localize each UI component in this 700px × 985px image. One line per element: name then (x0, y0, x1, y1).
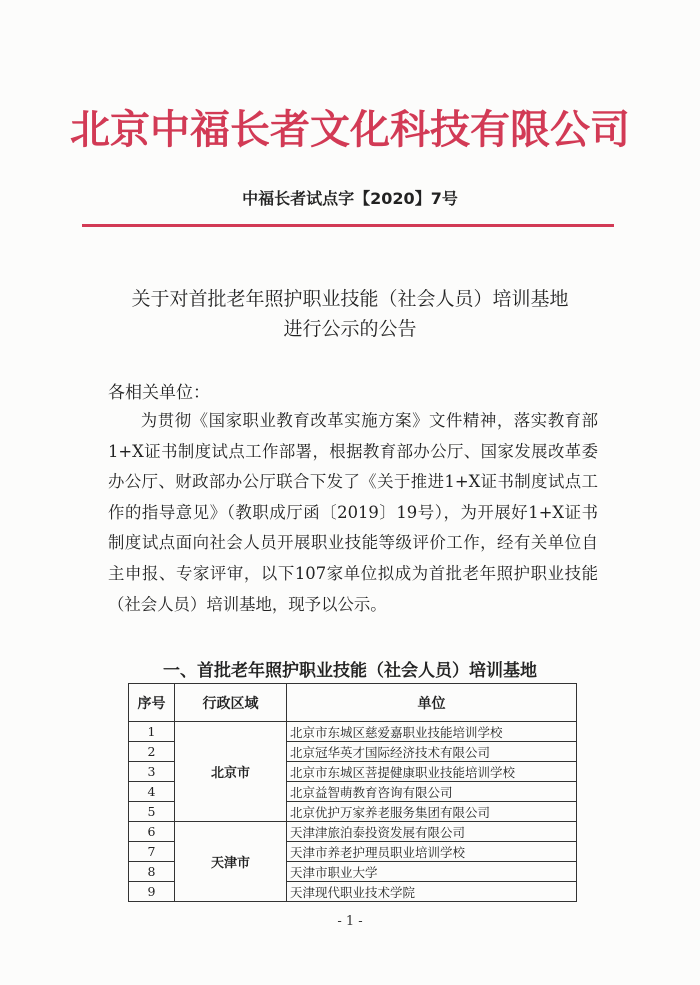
training-base-table (128, 683, 577, 902)
row-number: 4 (129, 782, 175, 802)
unit-name: 北京益智萌教育咨询有限公司 (287, 782, 577, 802)
unit-name: 北京冠华英才国际经济技术有限公司 (287, 742, 577, 762)
notice-title (60, 284, 640, 344)
row-number: 6 (129, 822, 175, 842)
column-header: 行政区域 (175, 684, 287, 722)
document-number: 中福长者试点字【2020】7号 (242, 189, 458, 208)
column-header: 单位 (287, 684, 577, 722)
unit-name: 天津现代职业技术学院 (287, 882, 577, 902)
notice-paragraph: 为贯彻《国家职业教育改革实施方案》文件精神，落实教育部1+X证书制度试点工作部署，根据教育部办公厅、国家发展改革委办公厅、财政部办公厅联合下发了《关于推进1+X证书制度试点工作的指导意见》（教职成厅函〔2019〕19号），为开展好1+X证书制度试点面向社会人员开展职业技能等级评价工作，经有关单位自主申报、专家评审，以下107家单位拟成为首批老年照护职业技能（社会人员）培训基地，现予以公示。 (108, 411, 598, 614)
unit-name: 天津津旅泊泰投资发展有限公司 (287, 822, 577, 842)
row-number: 9 (129, 882, 175, 902)
unit-name: 北京优护万家养老服务集团有限公司 (287, 802, 577, 822)
row-number: 5 (129, 802, 175, 822)
row-number: 1 (129, 722, 175, 742)
unit-name: 北京市东城区菩提健康职业技能培训学校 (287, 762, 577, 782)
unit-name: 天津市养老护理员职业培训学校 (287, 842, 577, 862)
notice-body (108, 406, 598, 620)
table-row (129, 722, 577, 742)
table-body (129, 722, 577, 902)
unit-name: 天津市职业大学 (287, 862, 577, 882)
page-number: - 1 - (337, 914, 363, 929)
section-heading: 一、首批老年照护职业技能（社会人员）培训基地 (163, 661, 537, 681)
salutation: 各相关单位： (108, 383, 210, 403)
red-divider-line (82, 224, 614, 227)
region-cell: 北京市 (175, 722, 287, 822)
row-number: 8 (129, 862, 175, 882)
unit-name: 北京市东城区慈爱嘉职业技能培训学校 (287, 722, 577, 742)
table-row (129, 822, 577, 842)
notice-title-line-1: 关于对首批老年照护职业技能（社会人员）培训基地 (131, 288, 569, 310)
table-header-row (129, 684, 577, 722)
column-header: 序号 (129, 684, 175, 722)
row-number: 3 (129, 762, 175, 782)
region-cell: 天津市 (175, 822, 287, 902)
row-number: 7 (129, 842, 175, 862)
row-number: 2 (129, 742, 175, 762)
notice-title-line-2: 进行公示的公告 (283, 318, 417, 340)
letterhead-company-name: 北京中福长者文化科技有限公司 (70, 106, 630, 153)
